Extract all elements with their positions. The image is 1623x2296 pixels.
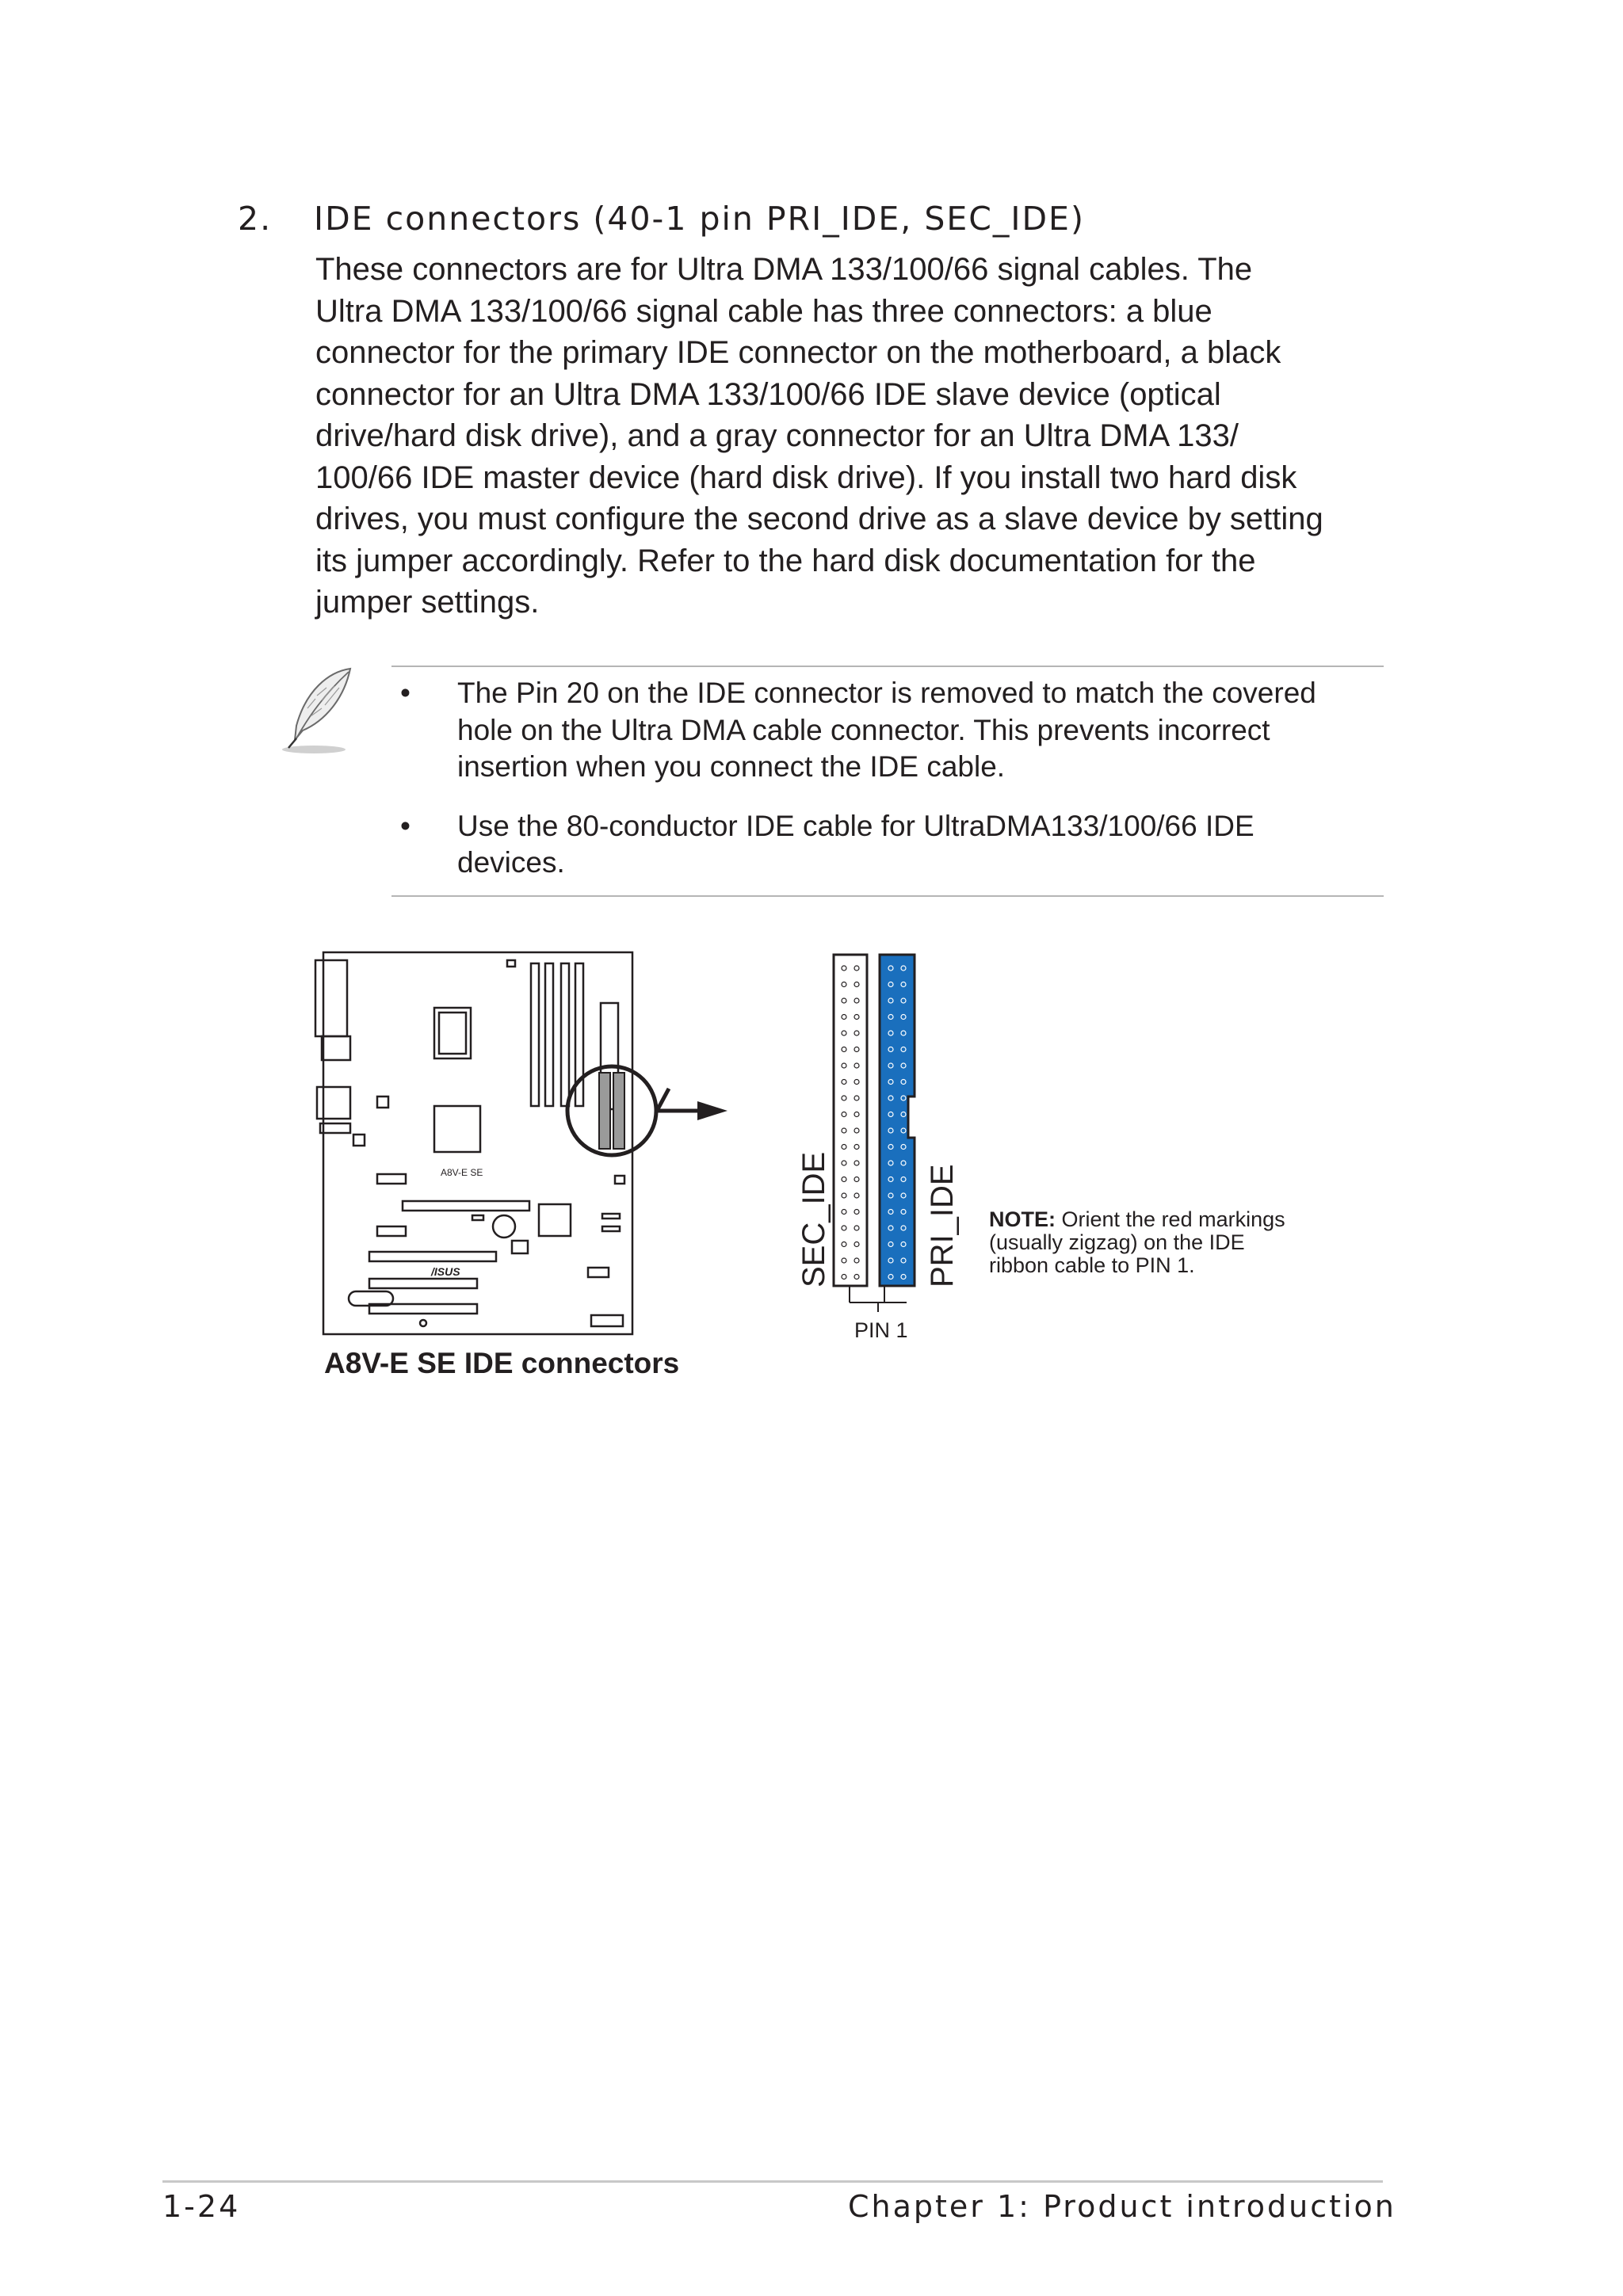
page-number: 1-24 (162, 2189, 241, 2224)
footer-rule (162, 2180, 1383, 2183)
section-title: IDE connectors (40-1 pin PRI_IDE, SEC_IDE) (314, 200, 1085, 238)
paragraph-line: jumper settings. (315, 585, 540, 620)
pin1-label: PIN 1 (854, 1318, 908, 1342)
bullet-dot: • (400, 677, 411, 709)
note-line: Orient the red markings (1056, 1207, 1285, 1231)
paragraph-line: connector for an Ultra DMA 133/100/66 IDE slave device (optical (315, 376, 1221, 412)
sec-ide-label: SEC_IDE (796, 1151, 831, 1287)
pri-ide-connector (880, 955, 915, 1302)
chapter-title: Chapter 1: Product introduction (848, 2189, 1396, 2224)
paragraph-line: drives, you must configure the second drive as a slave device by setting (315, 502, 1323, 536)
motherboard-layout (315, 952, 632, 1334)
bullet-line: insertion when you connect the IDE cable. (457, 750, 1006, 783)
section-number: 2. (238, 200, 273, 238)
board-label: A8V-E SE (441, 1167, 483, 1178)
highlight-circle (567, 1066, 656, 1155)
bullet-dot: • (400, 809, 411, 842)
paragraph-line: 100/66 IDE master device (hard disk drive). If you install two hard disk (315, 460, 1297, 495)
note-line: (usually zigzag) on the IDE (989, 1230, 1245, 1254)
paragraph-line: its jumper accordingly. Refer to the hard disk documentation for the (315, 543, 1256, 578)
note-line: ribbon cable to PIN 1. (989, 1253, 1195, 1277)
bullet-line: Use the 80-conductor IDE cable for UltraDMA133/100/66 IDE (457, 809, 1254, 842)
paragraph-line: These connectors are for Ultra DMA 133/100/66 signal cables. The (315, 252, 1253, 287)
paragraph-line: connector for the primary IDE connector on the motherboard, a black (315, 335, 1281, 370)
figure-caption: A8V-E SE IDE connectors (324, 1347, 680, 1379)
pri-ide-label: PRI_IDE (925, 1164, 960, 1287)
note-bold: NOTE: (989, 1207, 1056, 1231)
brand-mark: /ISUS (431, 1265, 460, 1278)
arrow-head (697, 1101, 727, 1120)
bullet-line: The Pin 20 on the IDE connector is removed to match the covered (457, 677, 1316, 709)
paragraph-line: drive/hard disk drive), and a gray connector for an Ultra DMA 133/ (315, 418, 1239, 453)
bullet-line: hole on the Ultra DMA cable connector. This prevents incorrect (457, 713, 1270, 746)
bullet-line: devices. (457, 846, 565, 879)
figure-note (989, 1208, 1285, 1277)
paragraph-line: Ultra DMA 133/100/66 signal cable has three connectors: a blue (315, 293, 1212, 329)
sec-ide-connector (834, 955, 867, 1302)
pri-ide-body (880, 955, 915, 1286)
